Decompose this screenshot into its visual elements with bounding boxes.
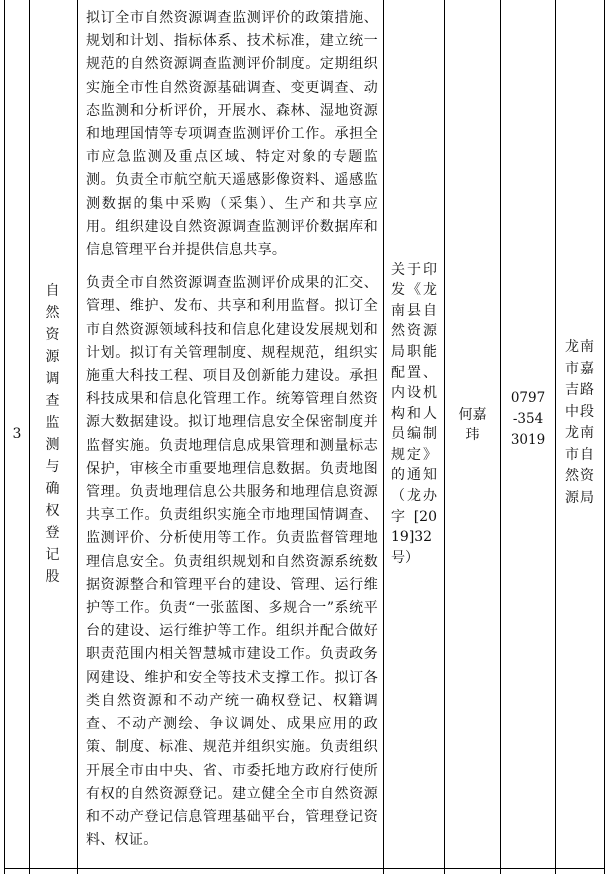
row-index-cell	[5, 0, 29, 868]
duty-part-2: 负责全市自然资源调查监测评价成果的汇交、管理、维护、发布、共享和利用监督。拟订全市自然资源领域科技和信息化建设发展规划和计划。拟订有关管理制度、规程规范，组织实施重大科技工程、项目及创新能力建设。承担科技成果和信息化管理工作。统筹管理自然资源大数据建设。拟订地理信息安全保密制度并监督实施。负责地理信息成果管理和测量标志保护，审核全市重要地理信息数据。负责地图管理。负责地理信息公共服务和地理信息资源共享工作。负责组织实施全市地理国情调查、监测评价、分析使用等工作。负责监督管理地理信息安全。负责组织规划和自然资源系统数据资源整合和管理平台的建设、管理、运行维护等工作。负责“一张蓝图、多规合一”系统平台的建设、运行维护等工作。组织并配合做好职责范围内相关智慧城市建设工作。负责政务网建设、维护和安全等技术支撑工作。拟订各类自然资源和不动产统一确权登记、权籍调查、不动产测绘、争议调处、成果应用的政策、制度、标准、规范并组织实施。负责组织开展全市由中央、省、市委托地方政府行使所有权的自然资源登记。建立健全全市自然资源和不动产登记信息管理基础平台，管理登记资料、权证。	[86, 275, 378, 849]
row-index: 3	[12, 426, 22, 442]
department: 龙南市嘉吉路中段龙南市自然资源局	[565, 339, 595, 506]
phone-number: 0797-3543019	[510, 389, 546, 448]
contact-cell	[445, 0, 500, 868]
duty-part-1: 拟订全市自然资源调查监测评价的政策措施、规划和计划、指标体系、技术标准，建立统一规范的自然资源调查监测评价制度。定期组织实施全市性自然资源基础调查、变更调查、动态监测和分析评价，开展水、森林、湿地资源和地理国情等专项调查监测评价工作。承担全市应急监测及重点区域、特定对象的专题监测。负责全市航空航天遥感影像资料、遥感监测数据的集中采购（采集）、生产和共享应用。组织建设自然资源调查监测评价数据库和信息管理平台并提供信息共享。	[86, 10, 378, 259]
item-name: 自然资源调查监测与确权登记股	[45, 283, 62, 585]
phone-cell	[501, 0, 555, 868]
border-right	[604, 0, 605, 874]
duty-cell	[86, 7, 378, 867]
col-divider-2	[77, 0, 78, 874]
policy-basis: 关于印发《龙南县自然资源局职能配置、内设机构和人员编制规定》的通知（龙办字[2019]32号）	[391, 261, 437, 566]
item-cell	[30, 0, 77, 868]
basis-cell	[384, 0, 444, 868]
border-bottom	[4, 868, 605, 869]
contact-name: 何嘉玮	[458, 407, 487, 443]
dept-cell	[556, 0, 604, 868]
